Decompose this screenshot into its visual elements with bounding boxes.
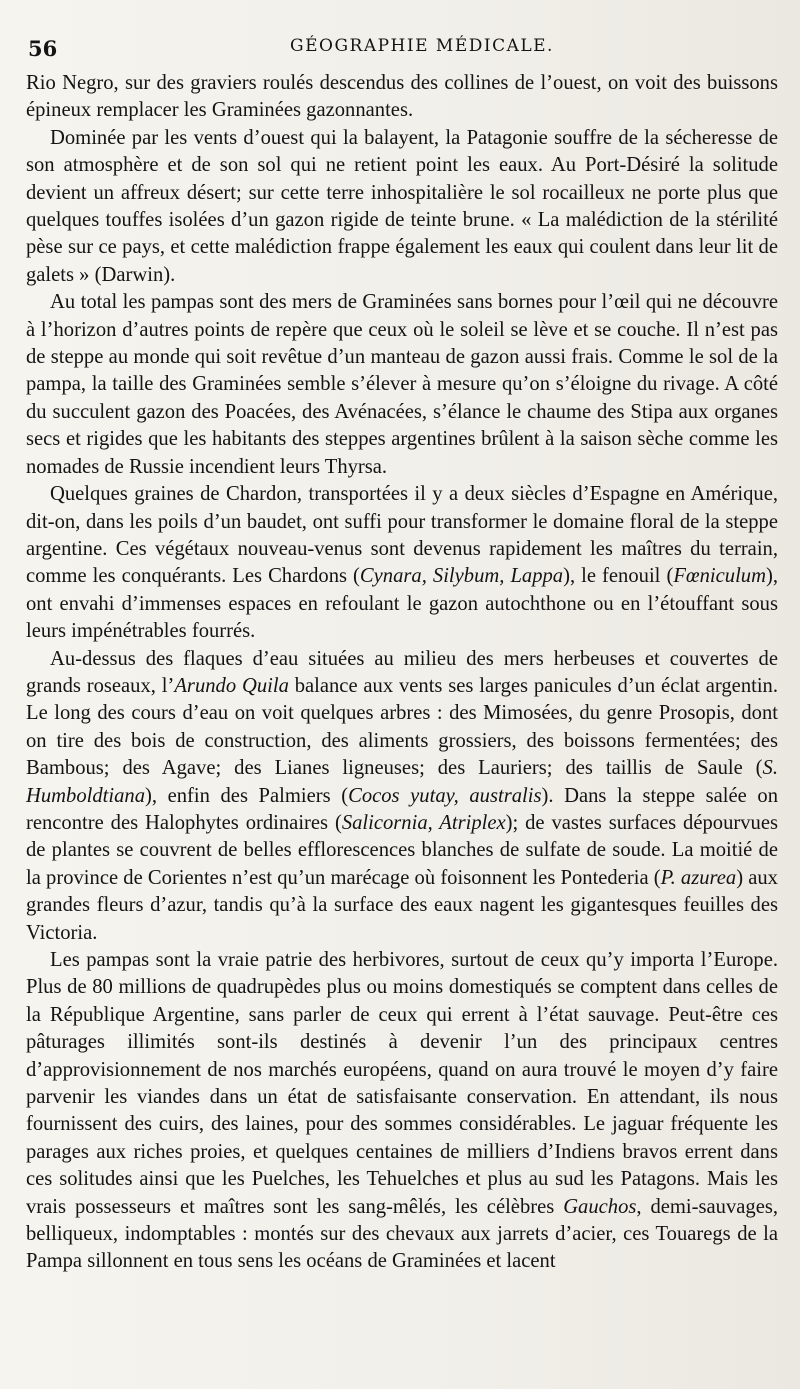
italic-term: Salicornia, Atriplex	[341, 811, 506, 834]
italic-term: Fœniculum	[673, 565, 766, 588]
italic-term: Cocos yutay, australis	[348, 784, 542, 807]
text-run: Au total les pampas sont des mers de Graminées sans bornes pour l’œil qui ne découvre à l’horizon d’autres points de repère que ceux où le soleil se lève et se couche. Il n’est pas de steppe au monde qui soit revêtue d’un manteau de gazon aussi frais. Comme le sol de la pampa, la taille des Graminées semble s’élever à mesure qu’on s’éloigne du rivage. A côté du succulent gazon des Poacées, des Avénacées, s’élance le chaume des Stipa aux organes secs et rigides que les habitants des steppes argentines brûlent à la saison sèche comme les nomades de Russie incendient leurs Thyrsa.	[26, 291, 778, 478]
italic-term: Arundo Quila	[174, 674, 289, 697]
paragraph	[26, 947, 778, 1276]
text-run: ). Dans la steppe salée on rencontre des Halophytes ordinaires (	[26, 784, 778, 834]
italic-term: P. azurea	[660, 866, 737, 889]
italic-term: Cynara, Silybum, Lappa	[359, 565, 564, 588]
text-run: Dominée par les vents d’ouest qui la balayent, la Patagonie souffre de la sécheresse de son atmosphère et de son sol qui ne retient point les eaux. Au Port-Désiré la solitude devient un affreux désert; sur cette terre inhospitalière le sol rocailleux ne porte plus que quelques touffes isolées d’un gazon rigide de teinte brune. « La malédiction de la stérilité pèse sur ce pays, et cette malédiction frappe également les eaux qui coulent dans leur lit de galets » (Darwin).	[26, 126, 778, 286]
paragraph	[26, 289, 778, 481]
text-run: balance aux vents ses larges panicules d’un éclat argentin. Le long des cours d’eau on voit quelques arbres : des Mimosées, du genre Prosopis, dont on tire des bois de construction, des aliments grossiers, des boissons fermentées; des Bambous; des Agave; des Lianes ligneuses; des Lauriers; des taillis de Saule (	[26, 674, 778, 780]
text-run: Les pampas sont la vraie patrie des herbivores, surtout de ceux qu’y importa l’Europe. Plus de 80 millions de quadrupèdes plus ou moins domestiqués se comptent dans celles de la République Argentine, sans parler de ceux qui errent à l’état sauvage. Peut-être ces pâturages illimités sont-ils destinés à devenir l’un des principaux centres d’approvisionnement de nos marchés européens, quand on aura trouvé le moyen d’y faire parvenir les viandes dans un état de satisfaisante conservation. En attendant, ils nous fournissent des cuirs, des laines, pour des sommes considérables. Le jaguar fréquente les parages aux riches proies, et quelques centaines de milliers d’Indiens bravos errent dans ces solitudes ainsi que les Puelches, les Tehuelches et plus au sud les Patagons. Mais les vrais possesseurs et maîtres sont les sang-mêlés, les célèbres	[26, 949, 778, 1218]
running-head	[26, 30, 778, 70]
italic-term: Gauchos	[563, 1195, 637, 1218]
paragraph	[26, 481, 778, 645]
text-run: ) aux grandes fleurs d’azur, tandis qu’à la surface des eaux nagent les gigantesques feuilles des Victoria.	[26, 866, 778, 944]
running-title: GÉOGRAPHIE MÉDICALE.	[290, 36, 554, 56]
paragraph	[26, 646, 778, 947]
paragraph	[26, 125, 778, 289]
body-text	[26, 70, 778, 1276]
page-number: 56	[28, 36, 58, 61]
paragraph	[26, 70, 778, 125]
text-run: ), le fenouil (	[563, 565, 674, 588]
text-run: ), ont envahi d’immenses espaces en refoulant le gazon autochthone ou en l’étouffant sous leurs impénétrables fourrés.	[26, 565, 778, 643]
italic-term: S. Humboldtiana	[26, 757, 778, 807]
text-run: , demi-sauvages, belliqueux, indomptables : montés sur des chevaux aux jarrets d’acier, ces Touaregs de la Pampa sillonnent en tous sens les océans de Graminées et lacent	[26, 1195, 778, 1273]
text-run: Au-dessus des flaques d’eau situées au milieu des mers herbeuses et couvertes de grands roseaux, l’	[26, 647, 778, 697]
text-run: Rio Negro, sur des graviers roulés descendus des collines de l’ouest, on voit des buissons épineux remplacer les Graminées gazonnantes.	[26, 72, 778, 122]
text-run: ), enfin des Palmiers (	[145, 784, 349, 807]
text-run: Quelques graines de Chardon, transportées il y a deux siècles d’Espagne en Amérique, dit-on, dans les poils d’un baudet, ont suffi pour transformer le domaine floral de la steppe argentine. Ces végétaux nouveau-venus sont devenus rapidement les maîtres du terrain, comme les conquérants. Les Chardons (	[26, 483, 778, 588]
text-run: ); de vastes surfaces dépourvues de plantes se couvrent de belles efflorescences blanches de sulfate de soude. La moitié de la province de Corientes n’est qu’un marécage où foisonnent les Pontederia (	[26, 811, 778, 889]
